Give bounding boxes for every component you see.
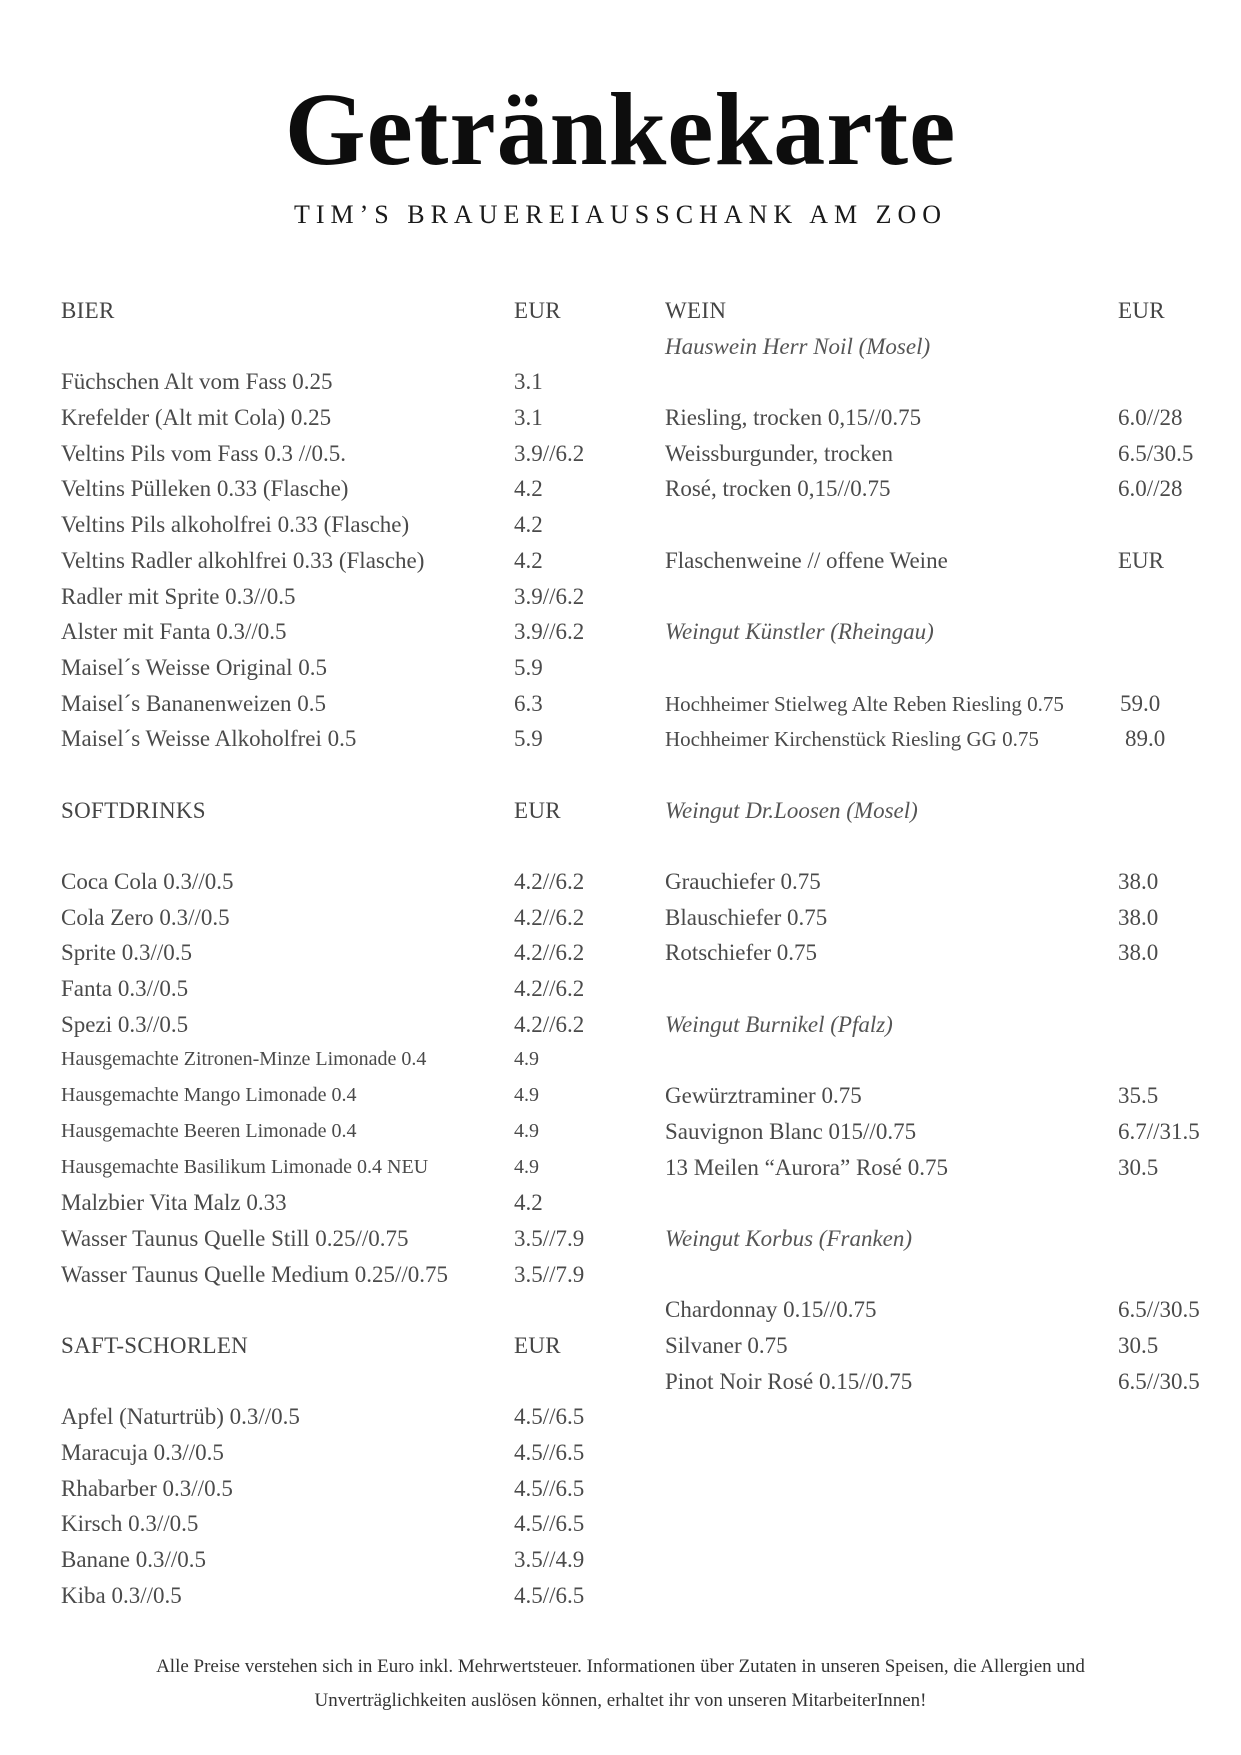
- item-price: 6.3: [514, 690, 543, 716]
- item-price: 4.5//6.5: [514, 1511, 585, 1537]
- item-price: 30.5: [1118, 1154, 1159, 1180]
- right-column: [665, 293, 1225, 1399]
- menu-item: [61, 364, 621, 400]
- item-name: Rosé, trocken 0,15//0.75: [665, 476, 891, 502]
- item-name: Wasser Taunus Quelle Still 0.25//0.75: [61, 1225, 409, 1251]
- menu-item: [61, 650, 621, 686]
- item-price: 4.9: [514, 1119, 539, 1142]
- menu-item: [61, 1114, 621, 1150]
- item-price: 3.1: [514, 405, 543, 431]
- item-price: 4.2: [514, 1190, 543, 1216]
- section-title: SOFTDRINKS: [61, 797, 206, 823]
- menu-item: [61, 900, 621, 936]
- menu-item: [665, 686, 1225, 722]
- menu-item: [61, 1078, 621, 1114]
- item-price: 4.9: [514, 1155, 539, 1178]
- menu-item: [61, 1257, 621, 1293]
- currency-label: EUR: [514, 797, 561, 823]
- menu-item: [665, 864, 1225, 900]
- item-name: Kiba 0.3//0.5: [61, 1582, 182, 1608]
- footer-note: [110, 1650, 1131, 1718]
- menu-item: [665, 1364, 1225, 1400]
- item-name: Wasser Taunus Quelle Medium 0.25//0.75: [61, 1261, 449, 1287]
- footer-line: Unverträglichkeiten auslösen können, erhaltet ihr von unseren MitarbeiterInnen!: [314, 1690, 927, 1711]
- menu-item: [61, 1578, 621, 1614]
- item-name: Kirsch 0.3//0.5: [61, 1511, 199, 1537]
- item-price: 6.5//30.5: [1118, 1368, 1200, 1394]
- item-price: 4.2//6.2: [514, 976, 585, 1002]
- item-name: Blauschiefer 0.75: [665, 904, 828, 930]
- menu-item: [665, 935, 1225, 971]
- menu-item: [665, 721, 1225, 757]
- item-price: 4.9: [514, 1084, 539, 1107]
- item-price: 4.2//6.2: [514, 940, 585, 966]
- section-heading-wein: [665, 293, 1225, 329]
- item-name: Rotschiefer 0.75: [665, 940, 818, 966]
- item-name: 13 Meilen “Aurora” Rosé 0.75: [665, 1154, 948, 1180]
- item-price: 6.5//30.5: [1118, 1297, 1200, 1323]
- item-price: 3.9//6.2: [514, 583, 585, 609]
- menu-item: [61, 579, 621, 615]
- item-price: 4.5//6.5: [514, 1475, 585, 1501]
- item-price: 4.2//6.2: [514, 1011, 585, 1037]
- item-price: 4.2//6.2: [514, 904, 585, 930]
- item-name: Krefelder (Alt mit Cola) 0.25: [61, 405, 332, 431]
- section-heading-saft-schorlen: [61, 1328, 621, 1364]
- item-name: Veltins Pülleken 0.33 (Flasche): [61, 476, 349, 502]
- item-name: Cola Zero 0.3//0.5: [61, 904, 230, 930]
- item-name: Maracuja 0.3//0.5: [61, 1440, 224, 1465]
- menu-item: [61, 1399, 621, 1435]
- item-price: 4.2//6.2: [514, 869, 585, 894]
- menu-item: [61, 686, 621, 722]
- item-name: Pinot Noir Rosé 0.15//0.75: [665, 1368, 913, 1394]
- item-name: Hausgemachte Mango Limonade 0.4: [61, 1084, 357, 1107]
- item-name: Maisel´s Bananenweizen 0.5: [61, 690, 327, 716]
- menu-item: [61, 1150, 621, 1186]
- menu-item: [61, 1042, 621, 1078]
- item-price: 59.0: [1120, 690, 1161, 716]
- menu-item: [61, 1542, 621, 1578]
- item-price: 4.2: [514, 512, 543, 538]
- item-name: Malzbier Vita Malz 0.33: [61, 1190, 287, 1216]
- menu-item: [665, 471, 1225, 507]
- item-price: 4.2: [514, 547, 543, 573]
- item-price: 6.0//28: [1118, 405, 1183, 431]
- item-name: Maisel´s Weisse Original 0.5: [61, 654, 328, 680]
- item-name: Hausgemachte Zitronen-Minze Limonade 0.4: [61, 1048, 427, 1071]
- item-price: 4.9: [514, 1048, 539, 1071]
- menu-item: [61, 400, 621, 436]
- item-name: Hausgemachte Basilikum Limonade 0.4 NEU: [61, 1155, 429, 1178]
- item-name: Apfel (Naturtrüb) 0.3//0.5: [61, 1404, 300, 1430]
- item-name: Veltins Pils vom Fass 0.3 //0.5.: [61, 440, 346, 466]
- item-name: Alster mit Fanta 0.3//0.5: [61, 619, 287, 645]
- menu-item: [665, 1078, 1225, 1114]
- item-name: Chardonnay 0.15//0.75: [665, 1297, 877, 1323]
- menu-item: [61, 864, 621, 900]
- menu-item: [61, 1506, 621, 1542]
- item-price: 4.5//6.5: [514, 1582, 585, 1608]
- item-price: 3.1: [514, 369, 543, 395]
- menu-item: [61, 1221, 621, 1257]
- menu-item: [61, 471, 621, 507]
- item-name: Hausgemachte Beeren Limonade 0.4: [61, 1119, 357, 1142]
- item-price: 5.9: [514, 654, 543, 680]
- section-title: BIER: [61, 298, 115, 323]
- menu-item: [61, 935, 621, 971]
- item-price: 5.9: [514, 726, 543, 752]
- item-name: Rhabarber 0.3//0.5: [61, 1475, 233, 1501]
- item-name: Spezi 0.3//0.5: [61, 1011, 189, 1037]
- menu-item: [665, 1328, 1225, 1364]
- menu-item: [665, 400, 1225, 436]
- item-name: Hochheimer Kirchenstück Riesling GG 0.75: [665, 727, 1039, 752]
- section-heading-bier: [61, 293, 621, 329]
- menu-item: [665, 1292, 1225, 1328]
- item-price: 35.5: [1118, 1083, 1159, 1109]
- currency-label: EUR: [1118, 298, 1165, 323]
- footer-line: Alle Preise verstehen sich in Euro inkl. Mehrwertsteuer. Informationen über Zutaten in unseren Speisen, die Allergien und: [156, 1656, 1085, 1677]
- item-price: 38.0: [1118, 904, 1159, 930]
- item-name: Veltins Radler alkohlfrei 0.33 (Flasche): [61, 547, 425, 573]
- item-price: 38.0: [1118, 869, 1159, 894]
- item-name: Fanta 0.3//0.5: [61, 976, 189, 1002]
- winery-heading: Weingut Korbus (Franken): [665, 1225, 913, 1251]
- item-price: 4.5//6.5: [514, 1440, 585, 1465]
- item-price: 3.9//6.2: [514, 440, 585, 466]
- winery-heading: Weingut Dr.Loosen (Mosel): [665, 797, 918, 823]
- menu-item: [61, 543, 621, 579]
- page-title: Getränkekarte: [284, 72, 957, 187]
- item-name: Hochheimer Stielweg Alte Reben Riesling 0.75: [665, 691, 1064, 716]
- menu-item: [61, 507, 621, 543]
- winery-heading: Weingut Künstler (Rheingau): [665, 619, 934, 645]
- item-name: Radler mit Sprite 0.3//0.5: [61, 583, 296, 609]
- item-name: Silvaner 0.75: [665, 1332, 788, 1358]
- left-column: [61, 293, 621, 1613]
- section-title: SAFT-SCHORLEN: [61, 1332, 249, 1358]
- item-price: 30.5: [1118, 1332, 1159, 1358]
- item-price: 38.0: [1118, 940, 1159, 966]
- item-name: Maisel´s Weisse Alkoholfrei 0.5: [61, 726, 357, 752]
- item-price: 89.0: [1125, 726, 1166, 752]
- menu-item: [665, 436, 1225, 472]
- menu-item: [665, 1114, 1225, 1150]
- section-heading-softdrinks: [61, 793, 621, 829]
- item-name: Gewürztraminer 0.75: [665, 1083, 862, 1109]
- item-name: Riesling, trocken 0,15//0.75: [665, 405, 922, 431]
- section-title: Flaschenweine // offene Weine: [665, 547, 948, 573]
- menu-item: [61, 1185, 621, 1221]
- item-price: 3.9//6.2: [514, 619, 585, 645]
- page-subtitle: TIM’S BRAUEREIAUSSCHANK AM ZOO: [293, 200, 948, 229]
- item-price: 3.5//7.9: [514, 1225, 585, 1251]
- item-name: Sauvignon Blanc 015//0.75: [665, 1118, 917, 1144]
- item-name: Veltins Pils alkoholfrei 0.33 (Flasche): [61, 512, 410, 538]
- item-price: 4.5//6.5: [514, 1404, 585, 1430]
- item-name: Grauchiefer 0.75: [665, 869, 821, 894]
- menu-item: [61, 614, 621, 650]
- item-price: 4.2: [514, 476, 543, 502]
- section-title: WEIN: [665, 298, 727, 323]
- currency-label: EUR: [514, 298, 561, 323]
- winery-heading: Hauswein Herr Noil (Mosel): [665, 333, 931, 359]
- item-price: 6.5/30.5: [1118, 440, 1194, 466]
- section-heading-flaschenweine: [665, 543, 1225, 579]
- menu-item: [61, 1471, 621, 1507]
- currency-label: EUR: [1118, 547, 1164, 573]
- menu-item: [61, 1435, 621, 1471]
- menu-item: [665, 1150, 1225, 1186]
- menu-item: [665, 900, 1225, 936]
- menu-item: [61, 1007, 621, 1043]
- item-price: 3.5//4.9: [514, 1547, 585, 1573]
- item-name: Coca Cola 0.3//0.5: [61, 869, 234, 894]
- item-price: 6.0//28: [1118, 476, 1183, 502]
- item-price: 3.5//7.9: [514, 1261, 585, 1287]
- item-price: 6.7//31.5: [1118, 1118, 1200, 1144]
- menu-item: [61, 436, 621, 472]
- item-name: Füchschen Alt vom Fass 0.25: [61, 369, 333, 395]
- item-name: Banane 0.3//0.5: [61, 1547, 206, 1573]
- menu-item: [61, 971, 621, 1007]
- winery-heading: Weingut Burnikel (Pfalz): [665, 1011, 893, 1037]
- menu-item: [61, 721, 621, 757]
- currency-label: EUR: [514, 1332, 561, 1358]
- item-name: Sprite 0.3//0.5: [61, 940, 192, 966]
- item-name: Weissburgunder, trocken: [665, 440, 894, 466]
